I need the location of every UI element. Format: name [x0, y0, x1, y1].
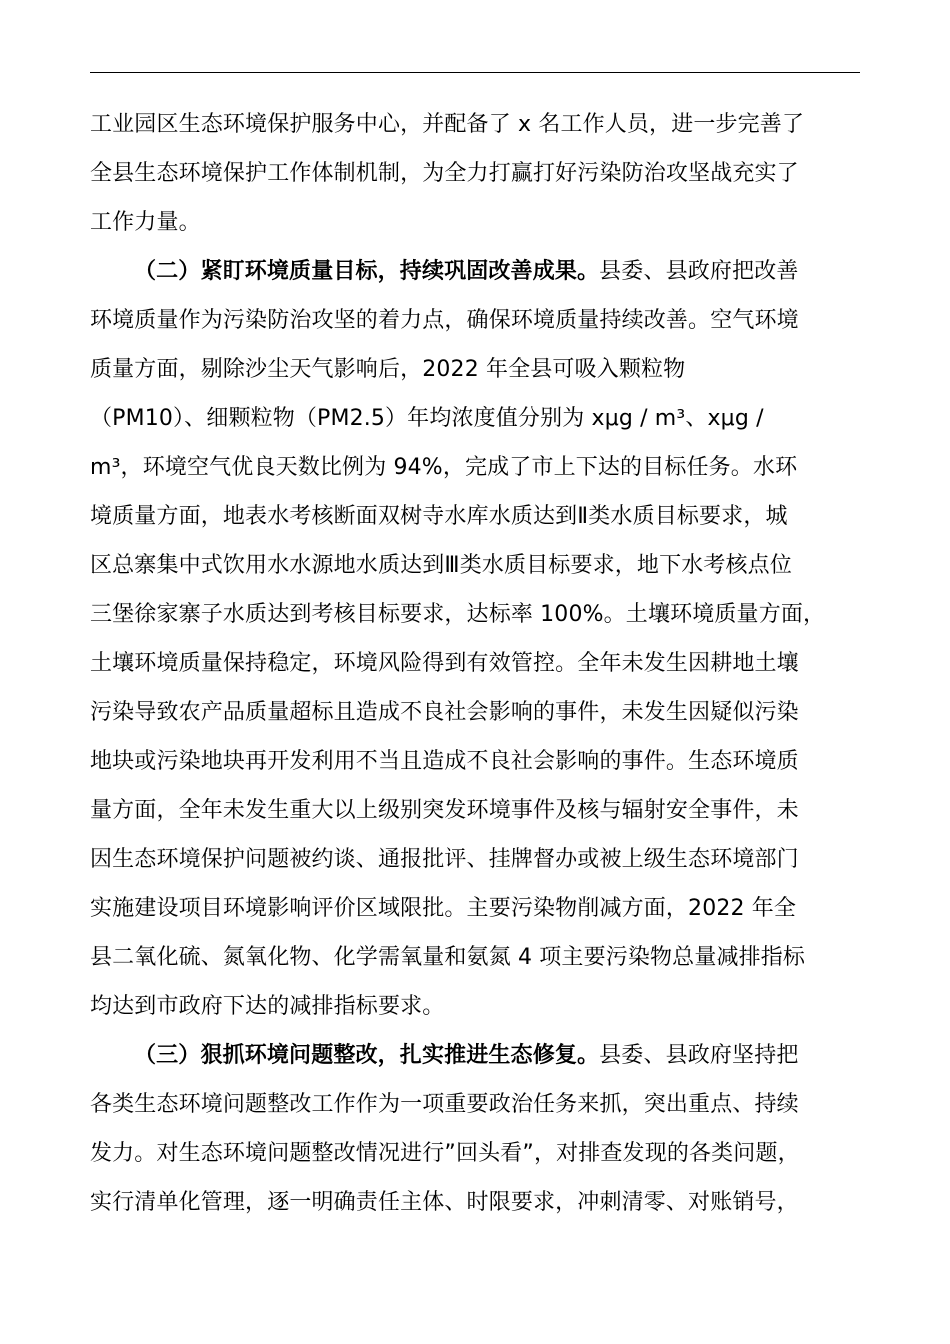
text-line: 土壤环境质量保持稳定，环境风险得到有效管控。全年未发生因耕地土壤: [90, 651, 799, 676]
text-line: 各类生态环境问题整改工作作为一项重要政治任务来抓，突出重点、持续: [90, 1092, 799, 1117]
section-heading-line: [90, 247, 860, 296]
section-heading-3: （三）狠抓环境问题整改，扎实推进生态修复。: [134, 1043, 600, 1068]
text-line: 因生态环境保护问题被约谈、通报批评、挂牌督办或被上级生态环境部门: [90, 847, 799, 872]
text-line: m³，环境空气优良天数比例为 94%，完成了市上下达的目标任务。水环: [90, 455, 798, 480]
text-line: 地块或污染地块再开发利用不当且造成不良社会影响的事件。生态环境质: [90, 749, 799, 774]
text-line: 污染导致农产品质量超标且造成不良社会影响的事件，未发生因疑似污染: [90, 700, 799, 725]
text-line: 工作力量。: [90, 210, 201, 235]
text-line: 量方面，全年未发生重大以上级别突发环境事件及核与辐射安全事件，未: [90, 798, 799, 823]
text-line: 全县生态环境保护工作体制机制，为全力打赢打好污染防治攻坚战充实了: [90, 161, 799, 186]
text-line: 实施建设项目环境影响评价区域限批。主要污染物削减方面，2022 年全: [90, 896, 797, 921]
text-line: 发力。对生态环境问题整改情况进行”回头看”，对排查发现的各类问题，: [90, 1141, 800, 1166]
text-line: 三堡徐家寨子水质达到考核目标要求，达标率 100%。土壤环境质量方面，: [90, 602, 826, 627]
text-run: 县委、县政府把改善: [599, 259, 799, 284]
text-line: 境质量方面，地表水考核断面双树寺水库水质达到Ⅱ类水质目标要求，城: [90, 504, 788, 529]
document-body: [90, 100, 860, 1227]
text-line: 县二氧化硫、氮氧化物、化学需氧量和氨氮 4 项主要污染物总量减排指标: [90, 945, 806, 970]
header-rule: [90, 72, 860, 73]
section-heading-2: （二）紧盯环境质量目标，持续巩固改善成果。: [134, 259, 600, 284]
text-line: 均达到市政府下达的减排指标要求。: [90, 994, 445, 1019]
text-run: 县委、县政府坚持把: [599, 1043, 799, 1068]
text-line: 环境质量作为污染防治攻坚的着力点，确保环境质量持续改善。空气环境: [90, 308, 799, 333]
text-line: 质量方面，剔除沙尘天气影响后，2022 年全县可吸入颗粒物: [90, 357, 686, 382]
text-line: 区总寨集中式饮用水水源地水质达到Ⅲ类水质目标要求，地下水考核点位: [90, 553, 792, 578]
text-line: 实行清单化管理，逐一明确责任主体、时限要求，冲刺清零、对账销号，: [90, 1190, 799, 1215]
text-line: （PM10）、细颗粒物（PM2.5）年均浓度值分别为 xμg / m³、xμg /: [90, 406, 764, 431]
section-heading-line: [90, 1031, 860, 1080]
text-line: 工业园区生态环境保护服务中心，并配备了 x 名工作人员，进一步完善了: [90, 112, 805, 137]
